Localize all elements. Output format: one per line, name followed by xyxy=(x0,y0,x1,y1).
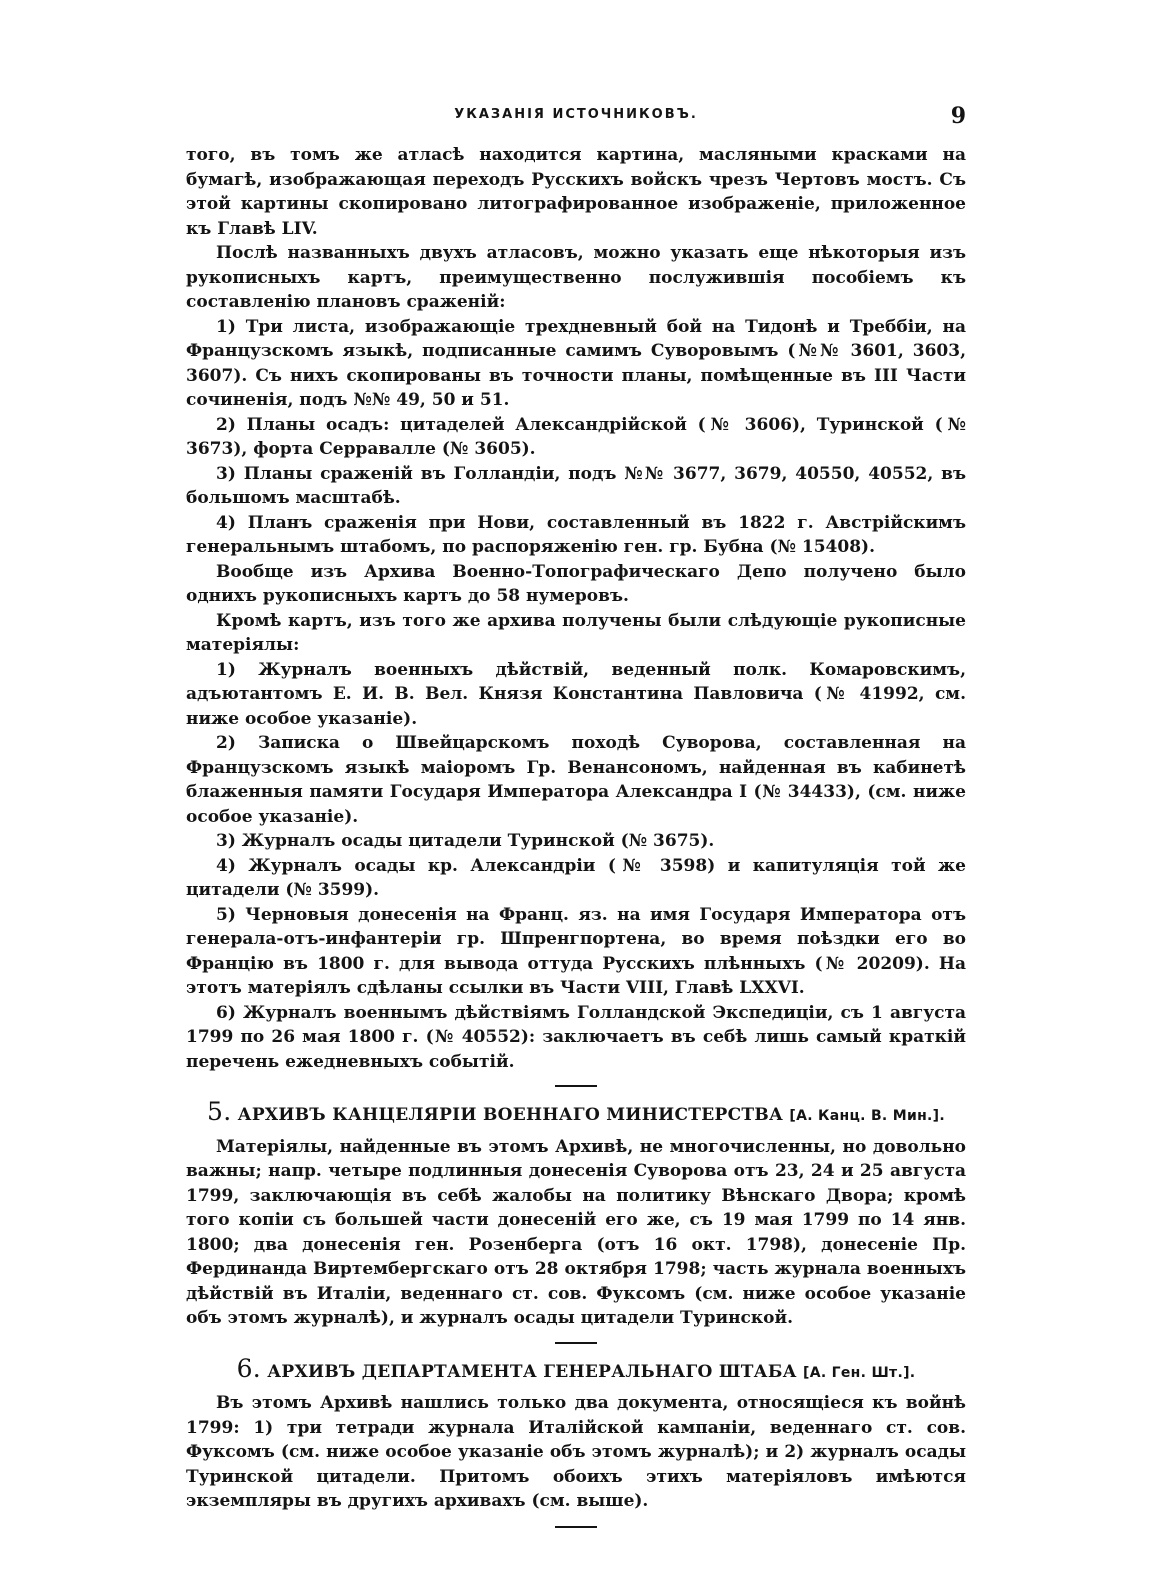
section-5-heading xyxy=(186,1097,966,1129)
paragraph: того, въ томъ же атласѣ находится картина, масляными красками на бумагѣ, изображающая переходъ Русскихъ войскъ чрезъ Чертовъ мостъ. Съ этой картины скопировано литографированное изображеніе, приложенное къ Главѣ LIV. xyxy=(186,145,966,239)
section-divider xyxy=(555,1342,597,1344)
list-item: 4) Планъ сраженія при Нови, составленный въ 1822 г. Австрійскимъ генеральнымъ штабомъ, по распоряженію ген. гр. Бубна (№ 15408). xyxy=(186,512,966,557)
section-5-text: Матеріялы, найденные въ этомъ Архивѣ, не многочисленны, но довольно важны; напр. четыре подлинныя донесенія Суворова отъ 23, 24 и 25 августа 1799, заключающія въ себѣ жалобы на политику Вѣнскаго Двора; кромѣ того копіи съ большей части донесеній его же, съ 19 мая 1799 по 14 янв. 1800; два донесенія ген. Розенберга (отъ 16 окт. 1798), донесеніе Пр. Фердинанда Виртембергскаго отъ 28 октября 1798; часть журнала военныхъ дѣйствій въ Италіи, веденнаго ст. сов. Фуксомъ (см. ниже особое указаніе объ этомъ журналѣ), и журналъ осады цитадели Туринской. xyxy=(186,1136,966,1328)
section-6-heading xyxy=(186,1353,966,1386)
section-5-number: 5. xyxy=(207,1097,232,1126)
end-divider xyxy=(555,1526,597,1528)
section-6-number: 6. xyxy=(236,1353,262,1383)
list-item: 1) Три листа, изображающіе трехдневный бой на Тидонѣ и Треббіи, на Французскомъ языкѣ, подписанные самимъ Суворовымъ (№№ 3601, 3603, 3607). Съ нихъ скопированы въ точности планы, помѣщенные въ III Части сочиненія, подъ №№ 49, 50 и 51. xyxy=(186,316,966,410)
list-item: 3) Журналъ осады цитадели Туринской (№ 3675). xyxy=(216,831,715,851)
section-6-abbreviation: [А. Ген. Шт.]. xyxy=(803,1364,916,1381)
running-title: УКАЗАНІЯ ИСТОЧНИКОВЪ. xyxy=(454,107,698,122)
list-item: 2) Записка о Швейцарскомъ походѣ Суворова, составленная на Французскомъ языкѣ маіоромъ Гр. Венансономъ, найденная въ кабинетѣ блаженныя памяти Государя Императора Александра I (№ 34433), (см. ниже особое указаніе). xyxy=(186,733,966,827)
list-item: 5) Черновыя донесенія на Франц. яз. на имя Государя Императора отъ генерала-отъ-инфантеріи гр. Шпренгпортена, во время поѣздки его во Францію въ 1800 г. для вывода оттуда Русскихъ плѣнныхъ (№ 20209). На этотъ матеріялъ сдѣланы ссылки въ Части VIII, Главѣ LXXVI. xyxy=(186,904,966,998)
list-item: 3) Планы сраженій въ Голландіи, подъ №№ 3677, 3679, 40550, 40552, въ большомъ масштабѣ. xyxy=(186,463,966,508)
paragraph: Кромѣ картъ, изъ того же архива получены были слѣдующіе рукописные матеріялы: xyxy=(186,610,966,655)
list-item: 4) Журналъ осады кр. Александріи (№ 3598) и капитуляція той же цитадели (№ 3599). xyxy=(186,855,966,900)
list-item: 2) Планы осадъ: цитаделей Александрійской (№ 3606), Туринской (№ 3673), форта Серравалле (№ 3605). xyxy=(186,414,966,459)
body-text xyxy=(186,143,966,1528)
list-item: 6) Журналъ военнымъ дѣйствіямъ Голландской Экспедиціи, съ 1 августа 1799 по 26 мая 1800 г. (№ 40552): заключаетъ въ себѣ лишь самый краткій перечень ежедневныхъ событій. xyxy=(186,1002,966,1072)
section-6-title: АРХИВЪ ДЕПАРТАМЕНТА ГЕНЕРАЛЬНАГО ШТАБА xyxy=(267,1361,797,1382)
section-5-abbreviation: [А. Канц. В. Мин.]. xyxy=(789,1108,945,1124)
page-number: 9 xyxy=(950,103,966,129)
paragraph: Послѣ названныхъ двухъ атласовъ, можно указать еще нѣкоторыя изъ рукописныхъ картъ, преимущественно послужившія пособіемъ къ составленію плановъ сраженій: xyxy=(186,243,966,312)
page-header xyxy=(186,103,966,133)
section-5-title: АРХИВЪ КАНЦЕЛЯРІИ ВОЕННАГО МИНИСТЕРСТВА xyxy=(237,1105,784,1125)
section-divider xyxy=(555,1085,597,1087)
list-item: 1) Журналъ военныхъ дѣйствій, веденный полк. Комаровскимъ, адъютантомъ Е. И. В. Вел. Князя Константина Павловича (№ 41992, см. ниже особое указаніе). xyxy=(186,659,966,729)
paragraph: Вообще изъ Архива Военно-Топографическаго Депо получено было однихъ рукописныхъ картъ до 58 нумеровъ. xyxy=(186,561,966,606)
section-6-text: Въ этомъ Архивѣ нашлись только два документа, относящіеся къ войнѣ 1799: 1) три тетради журнала Италійской кампаніи, веденнаго ст. сов. Фуксомъ (см. ниже особое указаніе объ этомъ журналѣ); и 2) журналъ осады Туринской цитадели. Притомъ обоихъ этихъ матеріяловъ имѣются экземпляры въ другихъ архивахъ (см. выше). xyxy=(186,1393,966,1511)
